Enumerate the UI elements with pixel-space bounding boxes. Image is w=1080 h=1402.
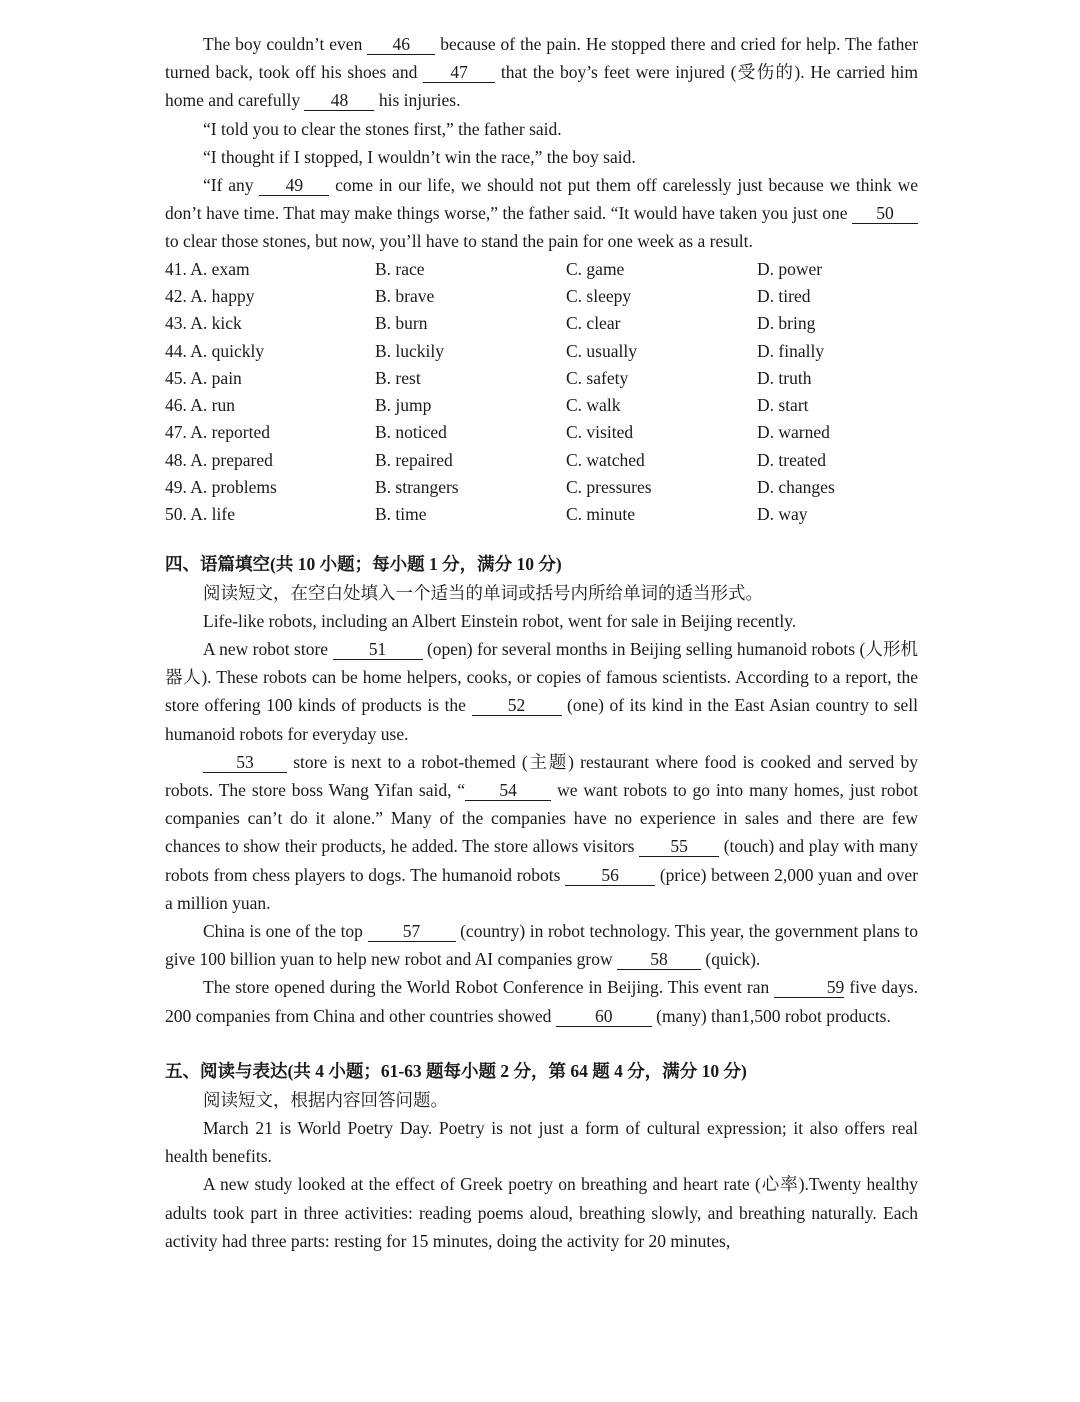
text: The boy couldn’t even <box>203 34 363 54</box>
blank-52: 52 <box>472 696 562 716</box>
option-d: D. truth <box>757 367 812 388</box>
section4-paragraph-1: Life-like robots, including an Albert Einstein robot, went for sale in Beijing recently. <box>203 610 797 631</box>
section4-instruction: 阅读短文，在空白处填入一个适当的单词或括号内所给单词的适当形式。 <box>203 582 763 603</box>
option-a: 50. A. life <box>165 504 235 525</box>
section4-paragraph-3 <box>165 748 918 917</box>
option-b: B. noticed <box>375 422 447 443</box>
text: because of the pain. He stopped there and cried for help. The father turned back, took off his shoes and <box>165 34 919 83</box>
option-c: C. visited <box>566 422 634 443</box>
text: we want robots to go into many homes, just robot companies can’t do it alone.” Many of the companies have no experience in sales and there are few chances to show their products, he added. The store allows visitors <box>165 780 918 857</box>
option-c: C. watched <box>566 449 645 470</box>
option-d: D. power <box>757 258 823 279</box>
option-a: 48. A. prepared <box>165 449 273 470</box>
option-b: B. luckily <box>375 340 445 361</box>
option-a: 44. A. quickly <box>165 340 265 361</box>
text: come in our life, we should not put them off carelessly just because we think we don’t have time. That may make things worse,” the father said. “It would have taken you just one <box>165 175 919 224</box>
text: (quick). <box>705 949 761 970</box>
section4-paragraph-5 <box>165 973 918 1029</box>
option-d: D. changes <box>757 477 835 497</box>
option-b: B. rest <box>375 367 421 388</box>
option-a: 47. A. reported <box>165 422 270 443</box>
blank-50: 50 <box>852 204 918 224</box>
blank-47: 47 <box>423 63 495 83</box>
blank-53: 53 <box>203 753 287 773</box>
option-c: C. safety <box>566 367 629 388</box>
blank-59: 59 <box>774 978 844 998</box>
option-d: D. treated <box>757 449 826 470</box>
blank-56: 56 <box>565 866 655 886</box>
option-c: C. usually <box>566 340 637 361</box>
option-d: D. bring <box>757 313 816 334</box>
section5-paragraph-2: A new study looked at the effect of Greek poetry on breathing and heart rate (心率).Twenty healthy adults took part in three activities: reading poems aloud, breathing slowly, and breathing naturally. Each activity had three parts: resting for 15 minutes, doing the activity for 20 minutes, <box>165 1174 918 1251</box>
section5-heading: 五、阅读与表达(共 4 小题；61-63 题每小题 2 分，第 64 题 4 分，满分 10 分) <box>165 1060 747 1081</box>
blank-49: 49 <box>259 176 329 196</box>
page-content <box>165 30 918 1255</box>
blank-46: 46 <box>367 35 435 55</box>
text: “If any <box>203 175 254 196</box>
section4-paragraph-4 <box>165 917 918 973</box>
option-d: D. start <box>757 395 809 416</box>
blank-57: 57 <box>368 922 456 942</box>
text: (many) than1,500 robot products. <box>656 1005 891 1026</box>
text: (touch) and play with many robots from chess players to dogs. The humanoid robots <box>165 836 919 885</box>
option-row-49 <box>165 474 918 501</box>
option-c: C. walk <box>566 395 621 416</box>
options-list <box>165 256 918 529</box>
passage1-paragraph-3: “I thought if I stopped, I wouldn’t win the race,” the boy said. <box>203 146 636 167</box>
passage1-paragraph-4 <box>165 171 918 256</box>
option-b: B. strangers <box>375 477 459 497</box>
option-c: C. pressures <box>566 477 652 497</box>
option-d: D. warned <box>757 422 830 443</box>
option-row-43 <box>165 310 918 337</box>
option-row-44 <box>165 338 918 365</box>
option-c: C. minute <box>566 504 636 525</box>
section5-instruction: 阅读短文，根据内容回答问题。 <box>203 1089 448 1110</box>
text: (one) of its kind in the East Asian country to sell humanoid robots for everyday use. <box>165 695 918 744</box>
text: that the boy’s feet were injured (受伤的). He carried him home and carefully <box>165 62 919 111</box>
text: A new robot store <box>203 639 329 659</box>
option-c: C. clear <box>566 313 621 334</box>
text: five days. 200 companies from China and other countries showed <box>165 977 919 1026</box>
option-b: B. time <box>375 504 427 525</box>
blank-54: 54 <box>465 781 551 801</box>
blank-55: 55 <box>639 837 719 857</box>
option-a: 41. A. exam <box>165 258 250 279</box>
blank-58: 58 <box>617 950 701 970</box>
option-d: D. finally <box>757 340 825 361</box>
option-b: B. jump <box>375 395 432 416</box>
option-a: 46. A. run <box>165 395 235 416</box>
blank-60: 60 <box>556 1007 652 1027</box>
option-a: 42. A. happy <box>165 285 255 306</box>
text: (country) in robot technology. This year, the government plans to give 100 billion yuan to help new robot and AI companies grow <box>165 921 919 970</box>
option-b: B. burn <box>375 313 428 334</box>
option-row-50 <box>165 501 918 528</box>
option-c: C. sleepy <box>566 285 632 306</box>
text: his injuries. <box>378 90 461 111</box>
text: (price) between 2,000 yuan and over a million yuan. <box>165 864 919 913</box>
option-a: 43. A. kick <box>165 313 242 334</box>
option-d: D. way <box>757 504 808 525</box>
option-b: B. repaired <box>375 449 453 470</box>
passage1-paragraph-2: “I told you to clear the stones first,” the father said. <box>203 118 562 139</box>
option-row-46 <box>165 392 918 419</box>
option-b: B. brave <box>375 285 435 306</box>
option-row-47 <box>165 419 918 446</box>
option-row-48 <box>165 447 918 474</box>
blank-51: 51 <box>333 640 423 660</box>
option-row-42 <box>165 283 918 310</box>
text: China is one of the top <box>203 921 363 942</box>
text: (open) for several months in Beijing selling humanoid robots (人形机器人). These robots can be home helpers, cooks, or copies of famous scientists. According to a report, the store offering 100 kinds of products is the <box>165 639 919 716</box>
option-a: 49. A. problems <box>165 477 277 497</box>
option-b: B. race <box>375 258 425 279</box>
option-c: C. game <box>566 258 625 279</box>
text: to clear those stones, but now, you’ll have to stand the pain for one week as a result. <box>165 231 753 252</box>
text: store is next to a robot-themed (主题) restaurant where food is cooked and served by robots. The store boss Wang Yifan said, “ <box>165 751 918 801</box>
option-row-45 <box>165 365 918 392</box>
option-a: 45. A. pain <box>165 367 242 388</box>
section5-paragraph-1: March 21 is World Poetry Day. Poetry is not just a form of cultural expression; it also offers real health benefits. <box>165 1118 918 1167</box>
text: The store opened during the World Robot Conference in Beijing. This event ran <box>203 977 770 998</box>
option-d: D. tired <box>757 285 811 306</box>
section4-paragraph-2 <box>165 635 918 748</box>
passage1-paragraph-1 <box>165 30 918 115</box>
section4-heading: 四、语篇填空(共 10 小题；每小题 1 分，满分 10 分) <box>165 553 562 574</box>
option-row-41 <box>165 256 918 283</box>
blank-48: 48 <box>304 91 374 111</box>
